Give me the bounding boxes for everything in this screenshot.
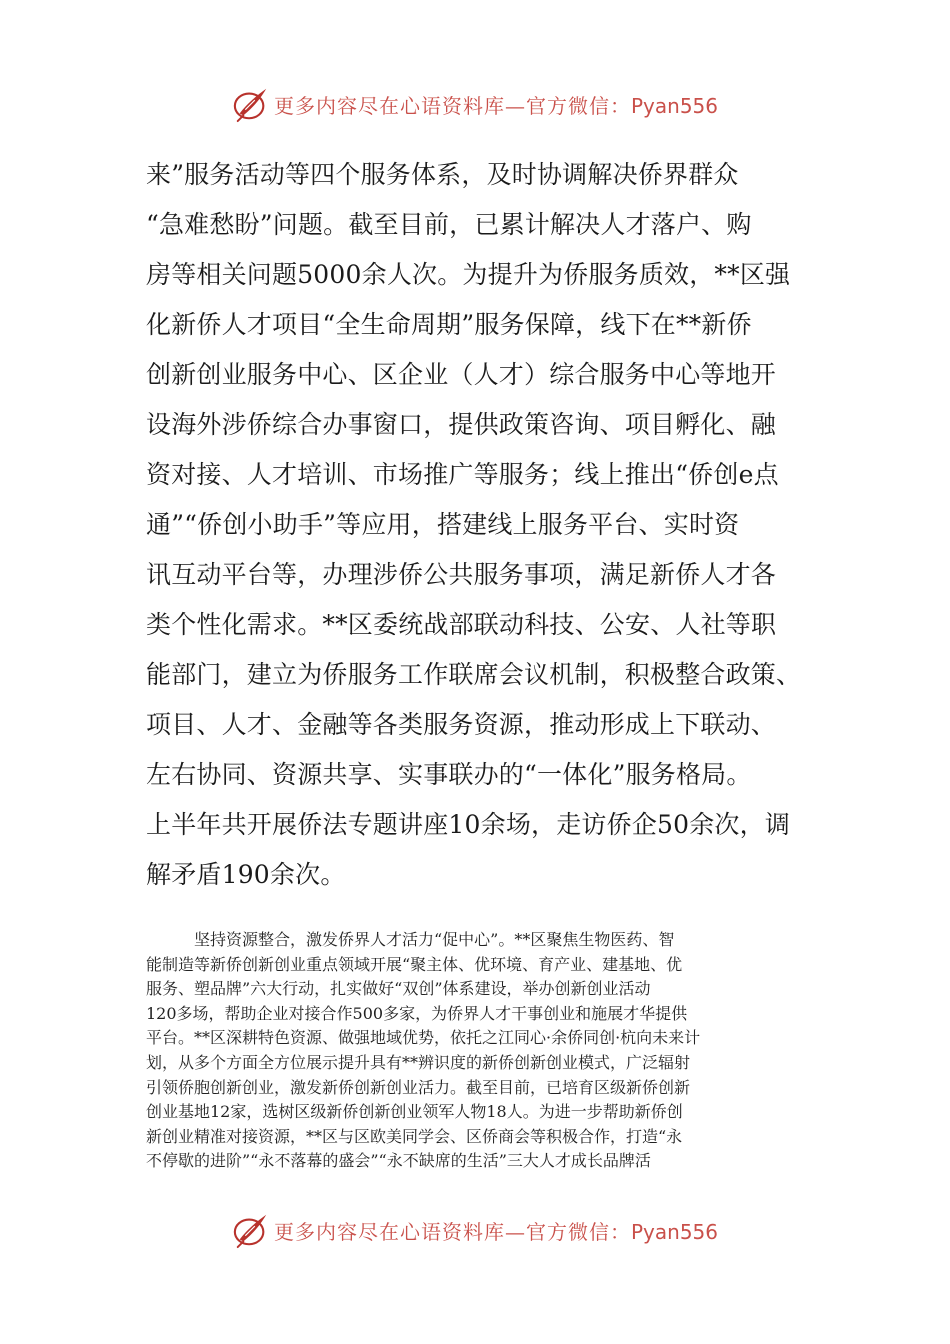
watermark-text: 更多内容尽在心语资料库—官方微信： — [273, 93, 631, 118]
small-paragraph — [146, 928, 811, 1174]
body-line: 设海外涉侨综合办事窗口，提供政策咨询、项目孵化、融 — [146, 410, 777, 439]
watermark-header — [0, 84, 950, 124]
watermark-wechat-id: Pyan556 — [630, 93, 718, 118]
small-line: 能制造等新侨创新创业重点领域开展“聚主体、优环境、育产业、建基地、优 — [146, 954, 683, 974]
body-line: 解矛盾190余次。 — [146, 860, 346, 889]
small-line: 120多场，帮助企业对接合作500多家，为侨界人才干事创业和施展才华提供 — [146, 1003, 688, 1023]
quill-logo-icon — [232, 1211, 270, 1249]
body-line: 左右协同、资源共享、实事联办的“一体化”服务格局。 — [146, 760, 752, 789]
watermark-wechat-id: Pyan556 — [630, 1219, 718, 1244]
body-line: 能部门，建立为侨服务工作联席会议机制，积极整合政策、 — [146, 660, 802, 689]
body-line: 上半年共开展侨法专题讲座10余场，走访侨企50余次，调 — [146, 810, 791, 839]
body-line: 资对接、人才培训、市场推广等服务；线上推出“侨创e点 — [146, 460, 779, 489]
small-line: 平台。**区深耕特色资源、做强地域优势，依托之江同心·余侨同创·杭向未来计 — [146, 1028, 701, 1048]
watermark-text: 更多内容尽在心语资料库—官方微信： — [273, 1219, 631, 1244]
body-line: 项目、人才、金融等各类服务资源，推动形成上下联动、 — [146, 710, 777, 739]
body-line: 讯互动平台等，办理涉侨公共服务事项，满足新侨人才各 — [146, 560, 777, 589]
body-paragraph — [146, 150, 811, 900]
body-line: 类个性化需求。**区委统战部联动科技、公安、人社等职 — [146, 610, 777, 639]
body-line: 化新侨人才项目“全生命周期”服务保障，线下在**新侨 — [146, 310, 752, 339]
body-line: 房等相关问题5000余人次。为提升为侨服务质效，**区强 — [146, 260, 791, 289]
small-line: 不停歇的进阶”“永不落幕的盛会”“永不缺席的生活”三大人才成长品牌活 — [146, 1151, 651, 1171]
small-line: 创业基地12家，选树区级新侨创新创业领军人物18人。为进一步帮助新侨创 — [146, 1102, 683, 1122]
small-line: 服务、塑品牌”六大行动，扎实做好“双创”体系建设，举办创新创业活动 — [146, 979, 651, 999]
small-line: 坚持资源整合，激发侨界人才活力“促中心”。**区聚焦生物医药、智 — [194, 930, 675, 949]
small-line: 新创业精准对接资源，**区与区欧美同学会、区侨商会等积极合作，打造“永 — [146, 1126, 683, 1146]
body-line: 通”“侨创小助手”等应用，搭建线上服务平台、实时资 — [146, 510, 740, 539]
quill-logo-icon — [232, 85, 270, 123]
body-line: 创新创业服务中心、区企业（人才）综合服务中心等地开 — [146, 360, 777, 389]
watermark-footer — [0, 1210, 950, 1250]
small-line: 引领侨胞创新创业，激发新侨创新创业活力。截至目前，已培育区级新侨创新 — [146, 1077, 691, 1097]
small-line: 划，从多个方面全方位展示提升具有**辨识度的新侨创新创业模式，广泛辐射 — [146, 1052, 691, 1072]
body-line: “急难愁盼”问题。截至目前，已累计解决人才落户、购 — [146, 210, 752, 239]
body-line: 来”服务活动等四个服务体系，及时协调解决侨界群众 — [146, 160, 739, 189]
